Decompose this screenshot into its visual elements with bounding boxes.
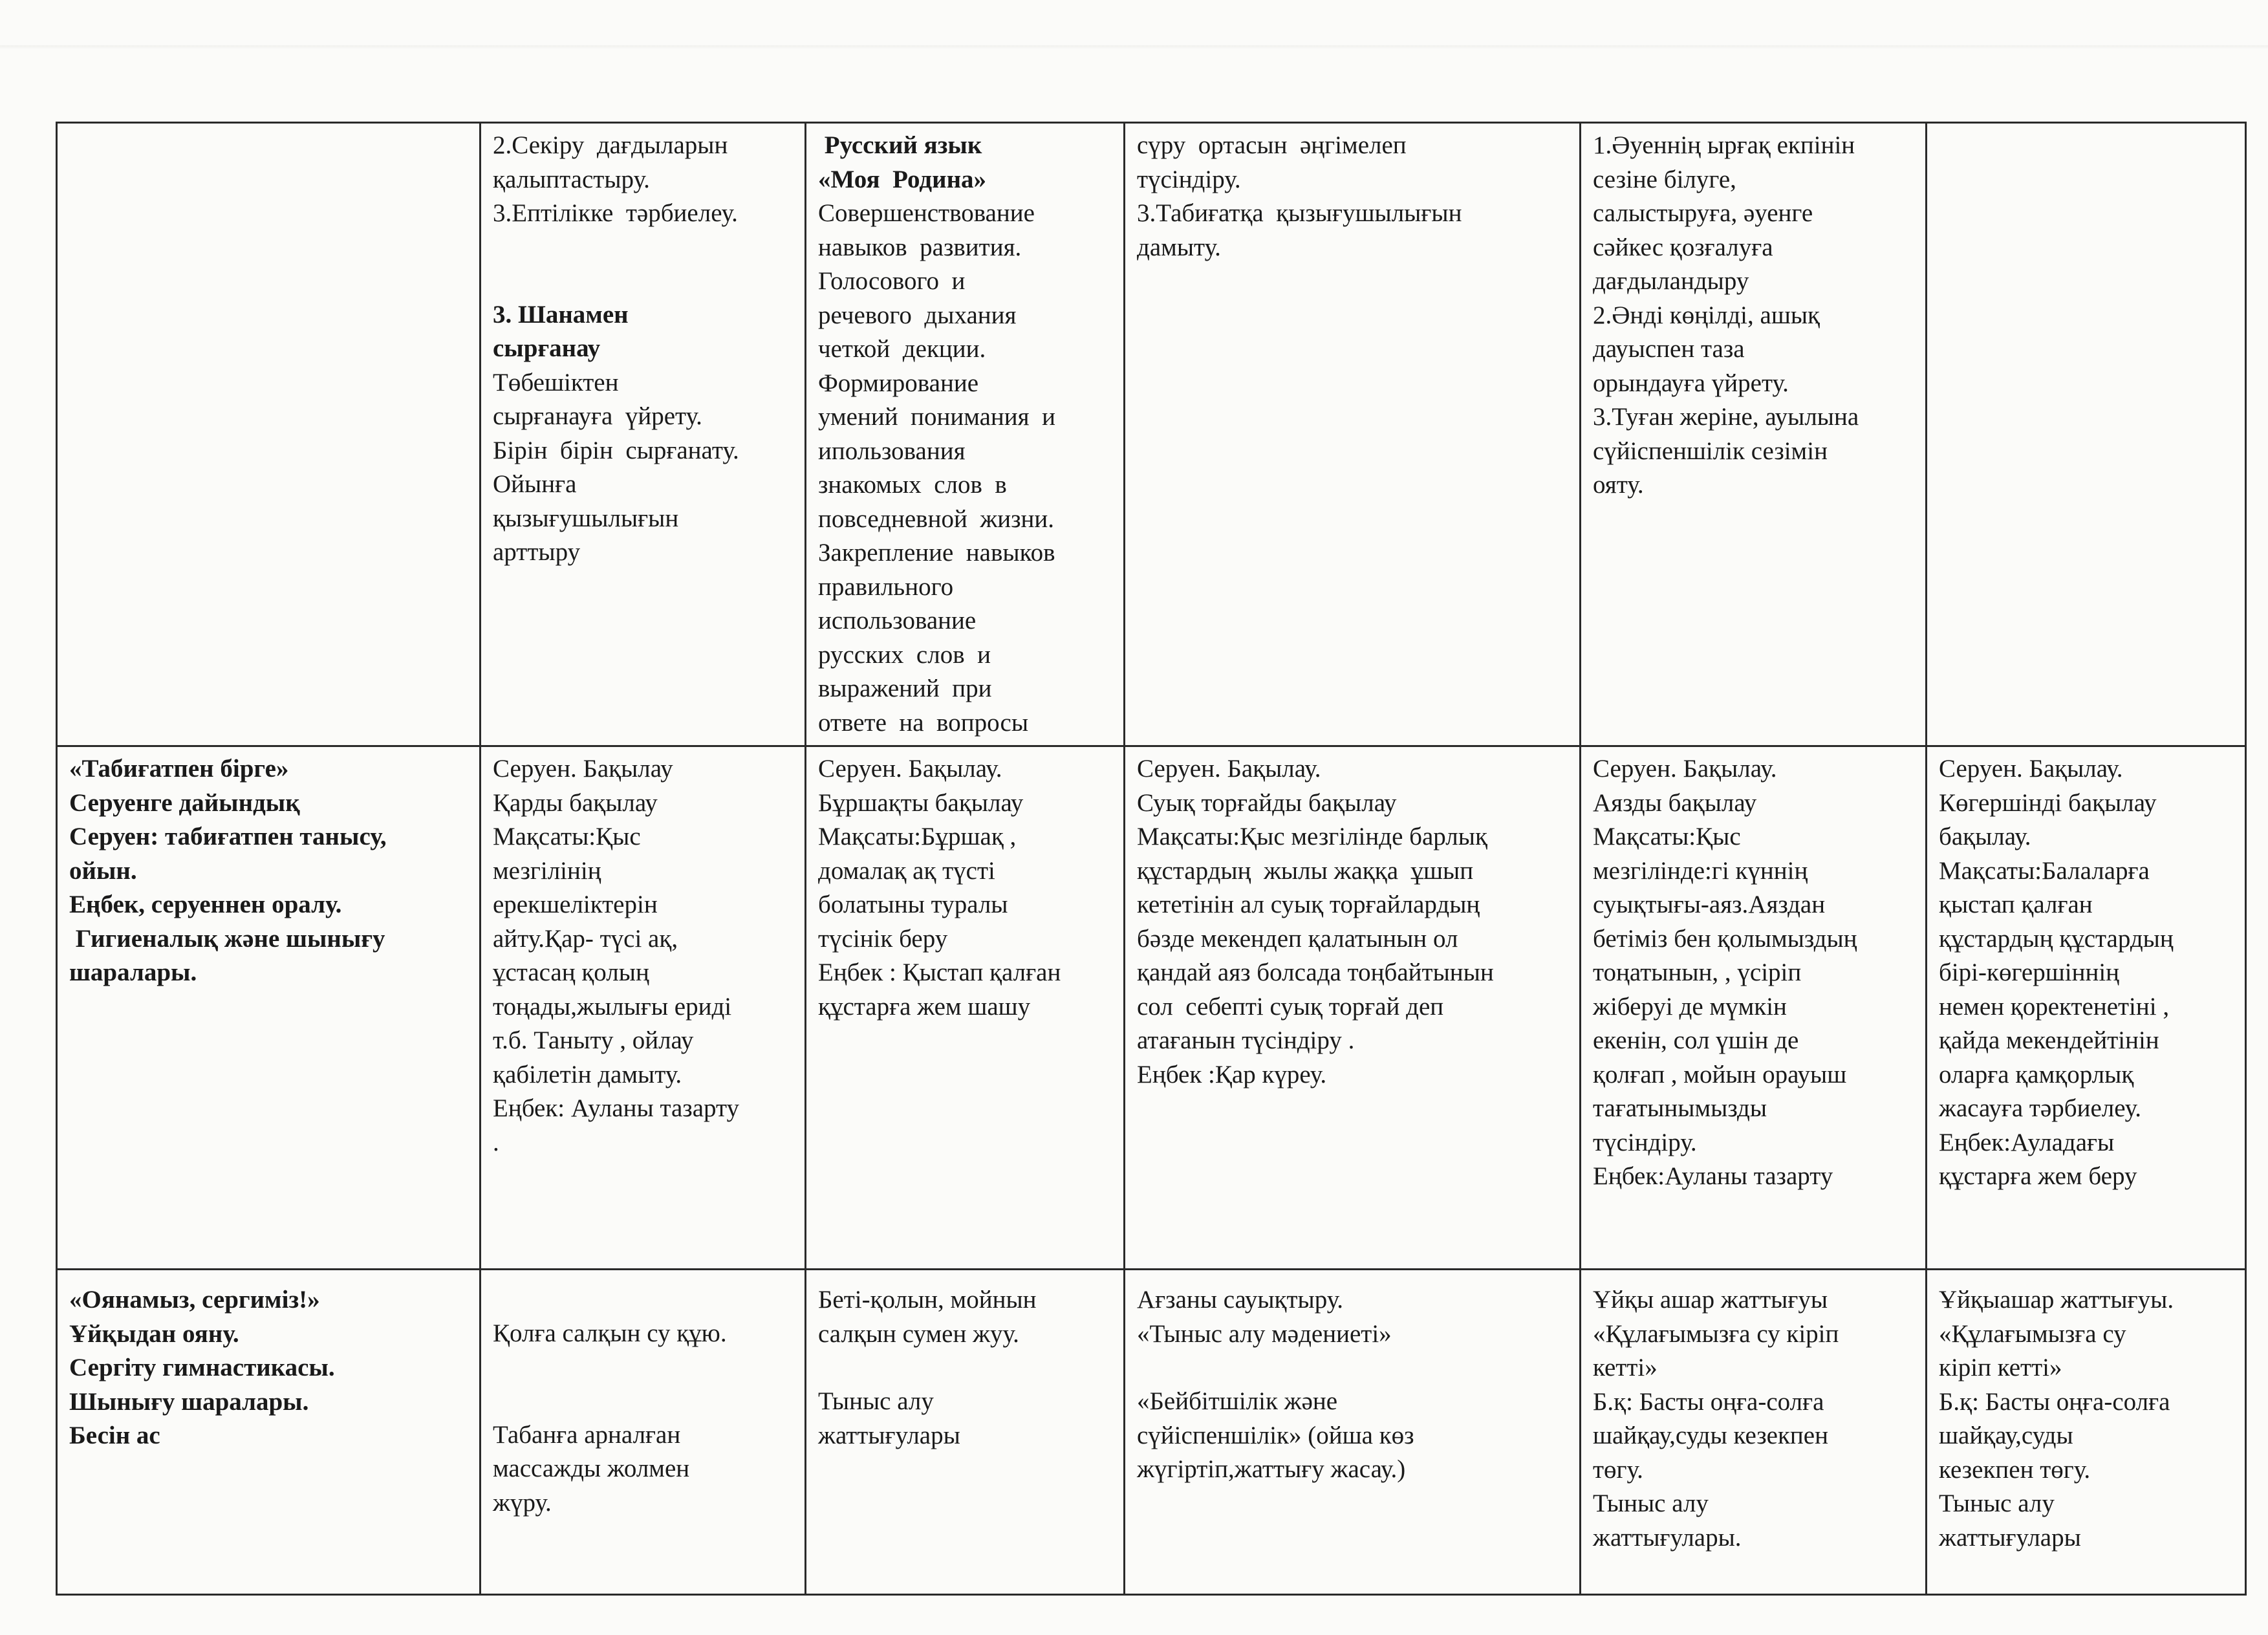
cell-text-line: Формирование [818, 369, 979, 397]
cell-text-line: речевого дыхания [818, 301, 1017, 329]
cell-text-line: құстарға жем шашу [818, 992, 1031, 1021]
cell-text-line: құстардың жылы жаққа ұшып [1137, 856, 1474, 885]
cell-text-line: суықтығы-аяз.Аяздан [1593, 891, 1826, 918]
cell-text-line: дауыспен таза [1593, 335, 1745, 363]
cell-text-line: Еңбек :Қар күреу. [1137, 1060, 1327, 1088]
schedule-table [56, 122, 2247, 1596]
table-cell [1581, 123, 1927, 746]
cell-text-line: использование [818, 607, 977, 634]
cell-text-line: кететінін ал суық торғайлардың [1137, 891, 1480, 918]
cell-text-line: сүру ортасын әңгімелеп [1137, 131, 1407, 159]
spacer [818, 1351, 1114, 1385]
cell-text-line: Бірін бірін сырғанату. [493, 436, 739, 464]
cell-text-line: Мақсаты:Қыс мезгілінде барлық [1137, 823, 1487, 850]
cell-text-line: ояту. [1593, 471, 1644, 499]
cell-text-line: Русский язык [818, 131, 982, 159]
cell-text-line: жүгіртіп,жаттығу жасау.) [1137, 1455, 1406, 1483]
table-cell [481, 1270, 806, 1595]
cell-text-line: 2.Әнді көңілді, ашық [1593, 301, 1820, 329]
cell-text-line: ерекшеліктерін [493, 891, 658, 918]
table-cell [1125, 1270, 1581, 1595]
table-row [57, 123, 2246, 746]
cell-text-line: Еңбек : Қыстап қалған [818, 958, 1061, 986]
cell-text-line: Б.қ: Басты оңға-солға [1939, 1387, 2170, 1416]
cell-text-line: сезіне білуге, [1593, 165, 1736, 193]
row-label-line: Шынығу шаралары. [69, 1387, 309, 1416]
cell-text-line: сырғанау [493, 334, 601, 362]
cell-text-line: құстарға жем беру [1939, 1162, 2137, 1190]
row-label-line: Серуенге дайындық [69, 788, 300, 817]
cell-text-line: Голосового и [818, 267, 966, 295]
cell-text-line: Аязды бақылау [1593, 788, 1757, 817]
cell-text-line: Мақсаты:Қыс [1593, 823, 1741, 850]
cell-text-line: айту.Қар- түсі ақ, [493, 924, 678, 953]
cell-text-line: Серуен. Бақылау. [1939, 755, 2123, 783]
cell-text-line: . [493, 1128, 499, 1156]
cell-text-line: жаттығулары. [1593, 1523, 1742, 1552]
table-cell [806, 746, 1125, 1270]
row-label-line: Еңбек, серуеннен оралу. [69, 891, 342, 918]
cell-text-line: 3. Шанамен [493, 300, 629, 329]
scan-shadow [0, 45, 2268, 49]
cell-text-line: жасауға тәрбиелеу. [1939, 1094, 2141, 1122]
cell-text-line: Мақсаты:Балаларға [1939, 856, 2150, 885]
cell-text-line: 1.Әуеннің ырғақ екпінін [1593, 131, 1855, 159]
cell-text-line: Серуен. Бақылау. [818, 755, 1002, 783]
cell-text-line: Мақсаты:Қыс [493, 823, 641, 850]
cell-text-line: Еңбек:Ауладағы [1939, 1128, 2115, 1156]
cell-text-line: сәйкес қозғалуға [1593, 233, 1773, 261]
cell-text-line: тағатынымызды [1593, 1094, 1767, 1122]
cell-text-line: сол себепті суық торғай деп [1137, 992, 1444, 1021]
table-cell [1581, 746, 1927, 1270]
spacer [493, 1351, 795, 1418]
cell-text-line: тоңады,жылығы ериді [493, 992, 732, 1021]
cell-text-line: Ойынға [493, 470, 577, 498]
row-label-line: Ұйқыдан ояну. [69, 1319, 239, 1348]
table-cell [806, 1270, 1125, 1595]
cell-text-line: орындауға үйрету. [1593, 369, 1789, 397]
cell-text-line: шайқау,суды [1939, 1422, 2073, 1449]
cell-text-line: Тыныс алу [1939, 1489, 2055, 1517]
cell-text-line: ответе на вопросы [818, 708, 1029, 737]
row-label-cell [57, 746, 481, 1270]
cell-text-line: қолғап , мойын орауыш [1593, 1060, 1847, 1088]
table-cell [1581, 1270, 1927, 1595]
cell-text-line: русских слов и [818, 640, 991, 669]
spacer [493, 1283, 795, 1317]
cell-text-line: жаттығулары [818, 1421, 960, 1449]
table-cell [1125, 746, 1581, 1270]
cell-text-line: правильного [818, 572, 954, 601]
spacer [493, 231, 795, 298]
cell-text-line: түсінік беру [818, 924, 948, 953]
spacer [1137, 1351, 1570, 1385]
cell-text-line: бетіміз бен қолымыздың [1593, 924, 1857, 953]
cell-text-line: бақылау. [1939, 823, 2031, 850]
cell-text-line: дамыту. [1137, 233, 1221, 261]
cell-text-line: навыков развития. [818, 233, 1022, 261]
cell-text-line: «Құлағымызға су [1939, 1319, 2126, 1348]
cell-text-line: Ұйқыашар жаттығуы. [1939, 1286, 2174, 1314]
cell-text-line: Б.қ: Басты оңға-солға [1593, 1387, 1824, 1416]
cell-text-line: сүйіспеншілік» (ойша көз [1137, 1421, 1414, 1449]
cell-text-line: Көгершінді бақылау [1939, 788, 2157, 817]
row-label-line: «Оянамыз, сергиміз!» [69, 1286, 320, 1314]
row-label-cell [57, 123, 481, 746]
cell-text-line: немен қоректенетіні , [1939, 992, 2170, 1021]
cell-text-line: болатыны туралы [818, 891, 1008, 918]
table-cell [1927, 746, 2246, 1270]
cell-text-line: құстардың құстардың [1939, 924, 2174, 953]
cell-text-line: қалыптастыру. [493, 165, 650, 193]
cell-text-line: знакомых слов в [818, 471, 1007, 499]
cell-text-line: Еңбек:Ауланы тазарту [1593, 1162, 1833, 1190]
cell-text-line: төгу. [1593, 1455, 1643, 1484]
cell-text-line: қандай аяз болсада тоңбайтынын [1137, 958, 1494, 986]
cell-text-line: Ағзаны сауықтыру. [1137, 1286, 1344, 1314]
row-label-cell [57, 1270, 481, 1595]
cell-text-line: кезекпен төгу. [1939, 1455, 2091, 1484]
cell-text-line: Суық торғайды бақылау [1137, 788, 1397, 817]
cell-text-line: четкой декции. [818, 335, 986, 363]
cell-text-line: түсіндіру. [1137, 165, 1241, 193]
cell-text-line: Бұршақты бақылау [818, 788, 1024, 817]
cell-text-line: түсіндіру. [1593, 1128, 1697, 1156]
cell-text-line: ұстасаң қолың [493, 958, 649, 986]
cell-text-line: Закрепление навыков [818, 539, 1055, 567]
cell-text-line: домалақ ақ түсті [818, 856, 995, 885]
cell-text-line: қызығушылығын [493, 504, 679, 532]
cell-text-line: повседневной жизни. [818, 504, 1055, 533]
cell-text-line: сүйіспеншілік сезімін [1593, 437, 1828, 465]
cell-text-line: дағдыландыру [1593, 267, 1749, 295]
cell-text-line: Қарды бақылау [493, 788, 658, 817]
cell-text-line: қыстап қалған [1939, 891, 2093, 918]
table-row [57, 1270, 2246, 1595]
cell-text-line: тоңатынын, , үсіріп [1593, 958, 1802, 986]
cell-text-line: 2.Секіру дағдыларын [493, 131, 728, 159]
cell-text-line: выражений при [818, 675, 992, 702]
cell-text-line: «Бейбітшілік және [1137, 1387, 1338, 1415]
cell-text-line: «Моя Родина» [818, 165, 987, 193]
table-cell [481, 123, 806, 746]
cell-text-line: 3.Туған жеріне, ауылына [1593, 403, 1859, 431]
cell-text-line: Серуен. Бақылау [493, 755, 673, 783]
cell-text-line: сырғанауға үйрету. [493, 402, 702, 430]
cell-text-line: Тыныс алу [1593, 1489, 1709, 1517]
row-label-line: Бесін ас [69, 1422, 160, 1449]
cell-text-line: Еңбек: Ауланы тазарту [493, 1094, 740, 1122]
cell-text-line: қабілетін дамыту. [493, 1060, 682, 1088]
cell-text-line: оларға қамқорлық [1939, 1060, 2134, 1088]
cell-text-line: мезгілінің [493, 856, 601, 885]
cell-text-line: мезгілінде:гі күннің [1593, 856, 1808, 885]
cell-text-line: Беті-қолын, мойнын [818, 1286, 1037, 1314]
cell-text-line: атағанын түсіндіру . [1137, 1026, 1355, 1054]
table-cell [1927, 1270, 2246, 1595]
table-cell [806, 123, 1125, 746]
cell-text-line: екенін, сол үшін де [1593, 1026, 1799, 1054]
row-label-line: Серуен: табиғатпен танысу, [69, 823, 387, 850]
cell-text-line: салыстыруға, әуенге [1593, 199, 1813, 227]
table-cell [481, 746, 806, 1270]
cell-text-line: Табанға арналған [493, 1420, 681, 1449]
cell-text-line: Қолға салқын су құю. [493, 1319, 727, 1347]
cell-text-line: Төбешіктен [493, 368, 619, 396]
cell-text-line: 3.Табиғатқа қызығушылығын [1137, 199, 1462, 227]
cell-text-line: бірі-көгершіннің [1939, 958, 2120, 986]
row-label-line: шаралары. [69, 958, 197, 986]
row-label-line: ойын. [69, 856, 137, 885]
table-cell [1125, 123, 1581, 746]
table-row [57, 746, 2246, 1270]
cell-text-line: кіріп кетті» [1939, 1354, 2062, 1381]
cell-text-line: жаттығулары [1939, 1523, 2081, 1552]
cell-text-line: 3.Ептілікке тәрбиелеу. [493, 199, 738, 227]
table-cell [1927, 123, 2246, 746]
cell-text-line: Серуен. Бақылау. [1593, 755, 1777, 783]
cell-text-line: қайда мекендейтінін [1939, 1026, 2159, 1054]
cell-text-line: жүру. [493, 1488, 552, 1517]
row-label-line: «Табиғатпен бірге» [69, 755, 289, 783]
cell-text-line: бәзде мекендеп қалатынын ол [1137, 924, 1458, 953]
cell-text-line: т.б. Таныту , ойлау [493, 1026, 694, 1054]
row-label-line: Сергіту гимнастикасы. [69, 1354, 335, 1381]
cell-text-line: Совершенствование [818, 199, 1035, 227]
cell-text-line: «Құлағымызға су кіріп [1593, 1319, 1839, 1348]
cell-text-line: ипользования [818, 437, 966, 465]
cell-text-line: Серуен. Бақылау. [1137, 755, 1321, 783]
cell-text-line: умений понимания и [818, 403, 1055, 431]
cell-text-line: шайқау,суды кезекпен [1593, 1422, 1828, 1449]
cell-text-line: кетті» [1593, 1354, 1658, 1381]
cell-text-line: Мақсаты:Бұршақ , [818, 823, 1017, 850]
cell-text-line: Ұйқы ашар жаттығуы [1593, 1286, 1828, 1314]
cell-text-line: Тыныс алу [818, 1387, 934, 1415]
cell-text-line: «Тыныс алу мәдениеті» [1137, 1319, 1392, 1348]
row-label-line: Гигиеналық және шынығу [69, 924, 385, 953]
cell-text-line: массажды жолмен [493, 1455, 690, 1482]
cell-text-line: жіберуі де мүмкін [1593, 992, 1787, 1021]
cell-text-line: арттыру [493, 538, 581, 566]
cell-text-line: салқын сумен жуу. [818, 1319, 1019, 1348]
